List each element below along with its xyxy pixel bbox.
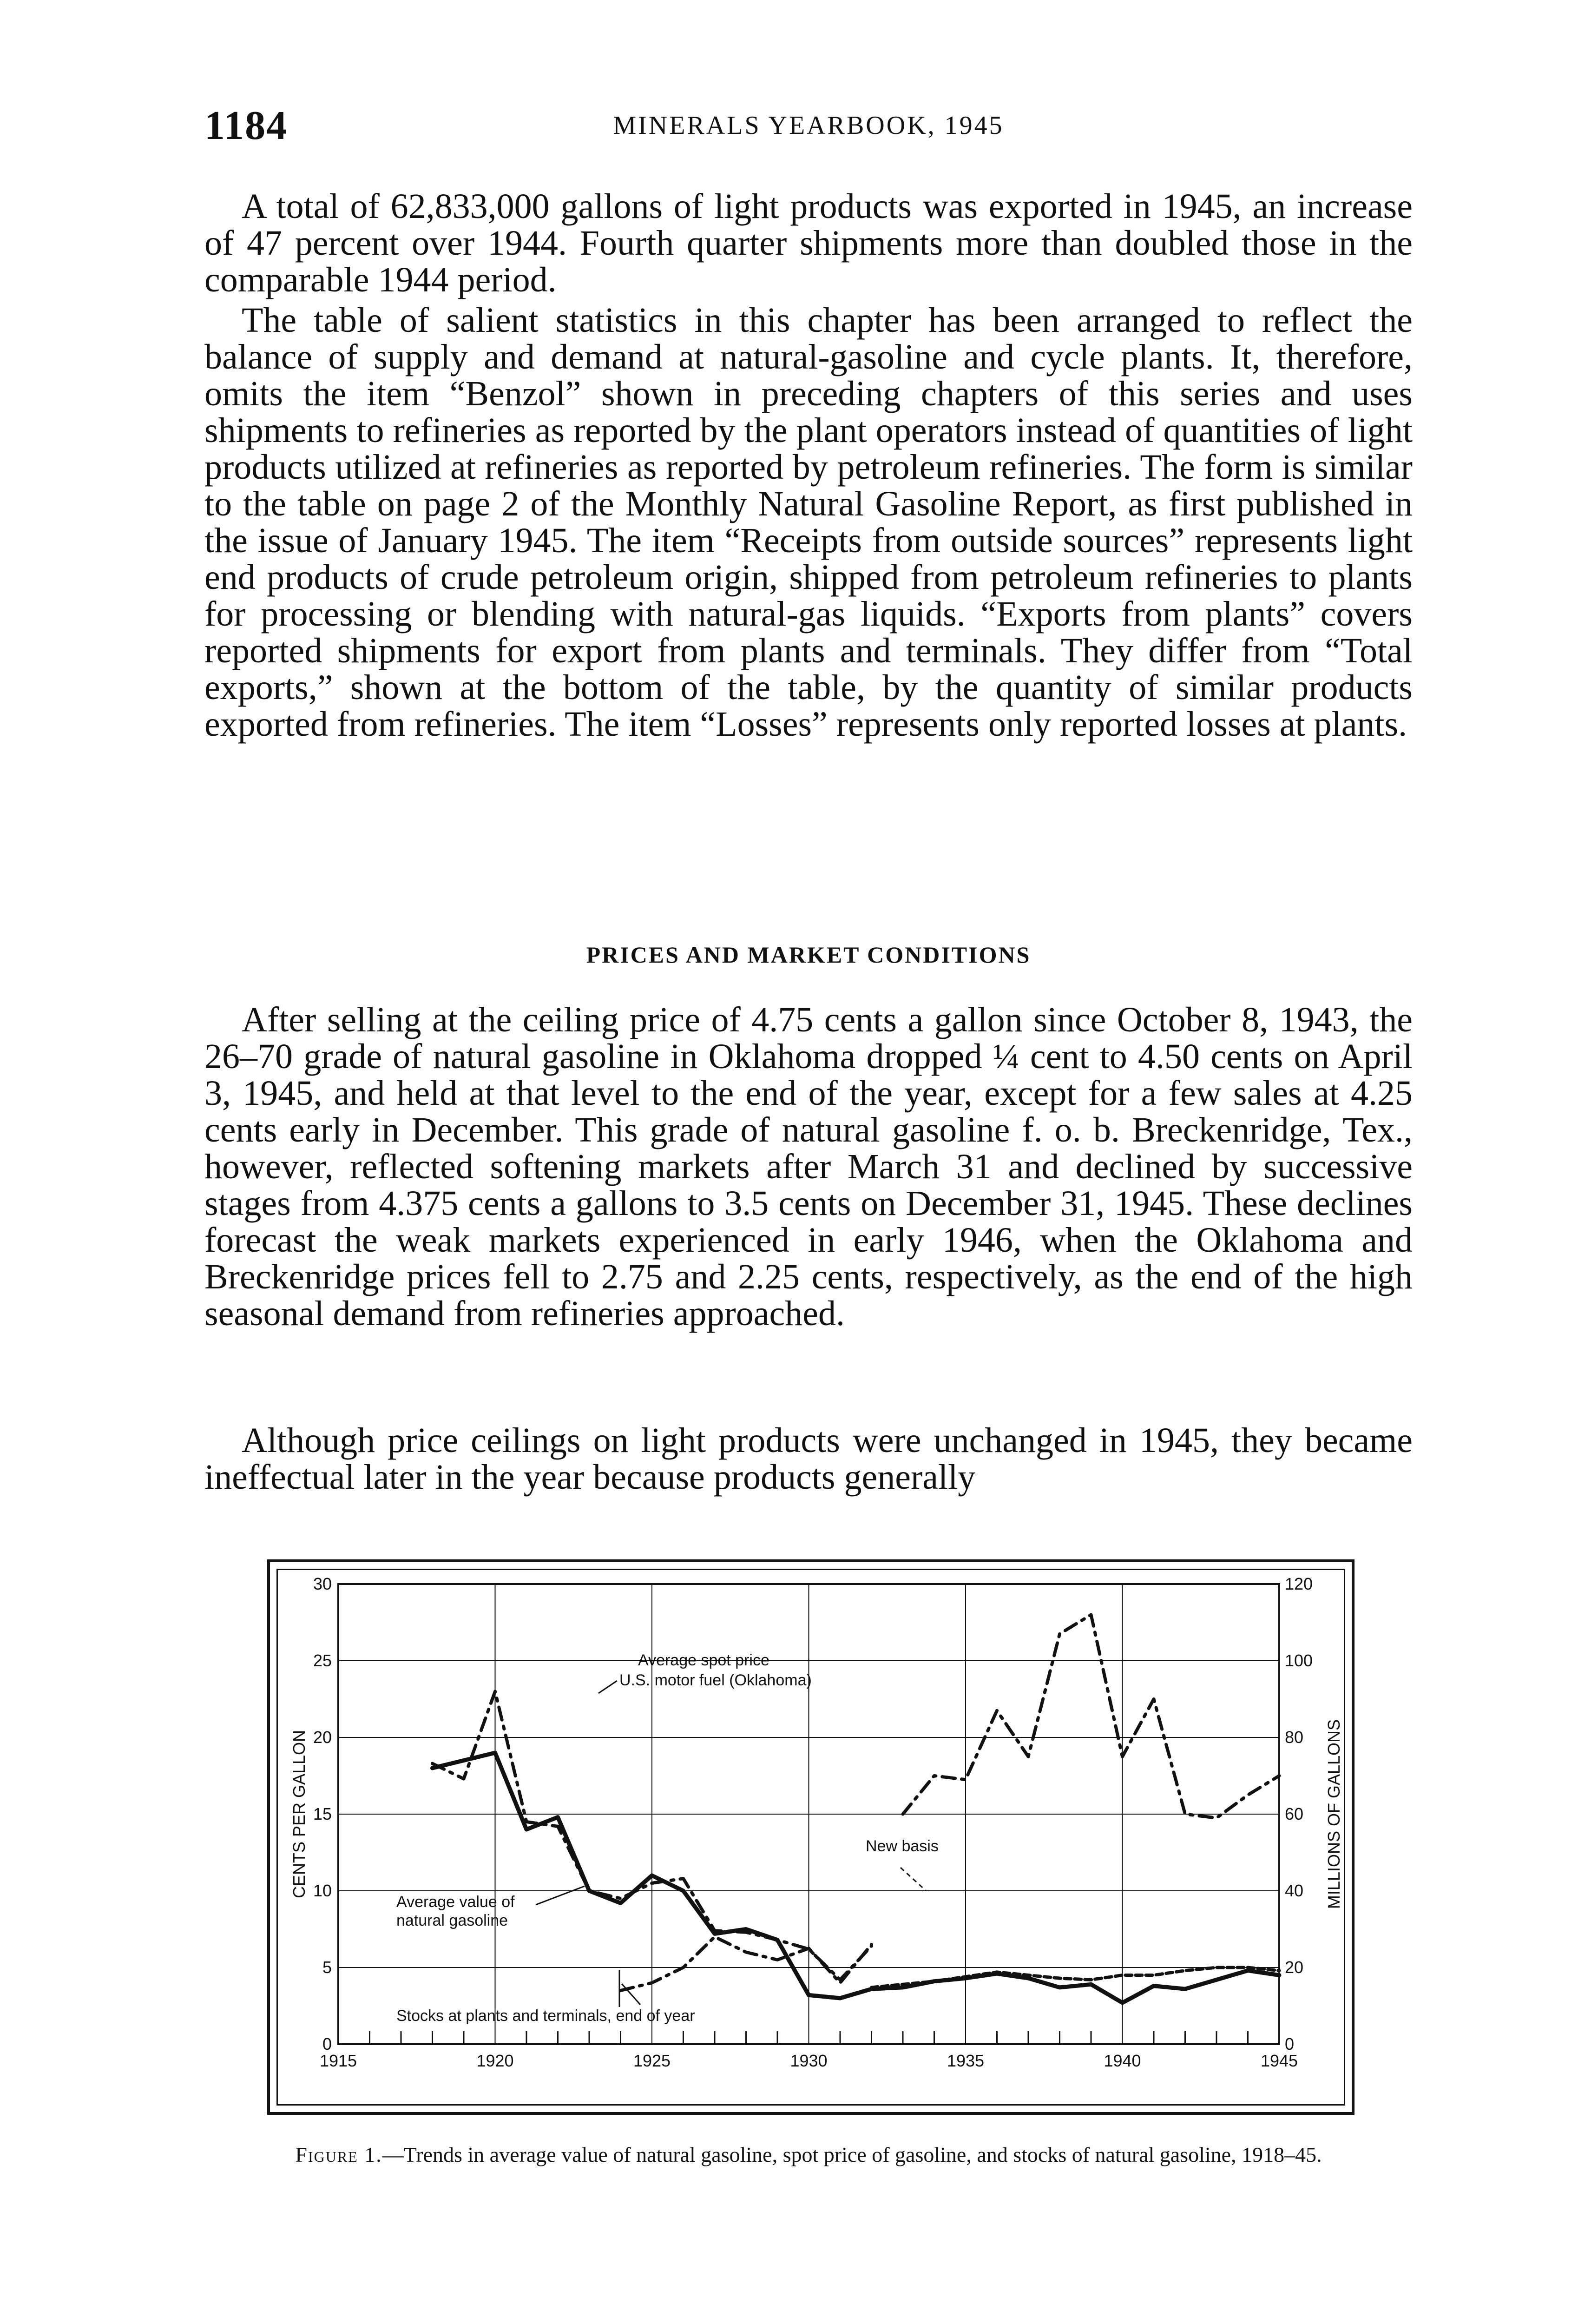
x-tick-label: 1945: [1260, 2051, 1298, 2070]
y2-tick-label: 120: [1285, 1574, 1313, 1593]
x-tick-label: 1925: [633, 2051, 671, 2070]
running-title: MINERALS YEARBOOK, 1945: [613, 111, 1004, 140]
trends-chart: [278, 1570, 1347, 2107]
x-tick-label: 1920: [476, 2051, 514, 2070]
annotation-spot-price-line2: U.S. motor fuel (Oklahoma): [619, 1671, 812, 1689]
y2-tick-label: 100: [1285, 1651, 1313, 1670]
y-tick-label: 25: [313, 1651, 332, 1670]
figure-caption: [204, 2143, 1413, 2167]
annotation-new-basis-leader: [901, 1868, 926, 1891]
annotation-natural-gasoline-line1: Average value of: [396, 1893, 515, 1911]
y2-tick-label: 0: [1285, 2034, 1295, 2053]
y-tick-label: 10: [313, 1881, 332, 1900]
y-tick-label: 20: [313, 1728, 332, 1747]
caption-text: —Trends in average value of natural gasoline, spot price of gasoline, and stocks of natural gasoline, 1918–45.: [382, 2143, 1322, 2166]
x-tick-label: 1935: [947, 2051, 985, 2070]
paragraph-prices: After selling at the ceiling price of 4.75 cents a gallon since October 8, 1943, the 26–70 grade of natural gasoline in Oklahoma dropped ¼ cent to 4.50 cents on April 3, 1945, and held at that level to the end of the year, except for a few sales at 4.25 cents early in December. This grade of natural gasoline f. o. b. Breckenridge, Tex., however, reflected softening markets after March 31 and declined by successive stages from 4.375 cents a gallons to 3.5 cents on December 31, 1945. These declines forecast the weak markets experienced in early 1946, when the Oklahoma and Breckenridge prices fell to 2.75 and 2.25 cents, respectively, as the end of the high seasonal demand from refineries approached.: [204, 1000, 1413, 1333]
series-line-stocks: [621, 1937, 872, 1991]
x-tick-label: 1940: [1104, 2051, 1141, 2070]
figure-inner-frame: [276, 1569, 1345, 2106]
annotation-natural-gasoline-leader: [536, 1886, 585, 1905]
annotation-new-basis: New basis: [866, 1837, 939, 1855]
page-number: 1184: [204, 103, 288, 148]
y-tick-label: 15: [313, 1804, 332, 1823]
y-tick-label: 30: [313, 1574, 332, 1593]
annotation-stocks: Stocks at plants and terminals, end of year: [396, 2007, 695, 2025]
y2-tick-label: 40: [1285, 1881, 1304, 1900]
figure-frame: [267, 1559, 1354, 2115]
paragraph-exports: A total of 62,833,000 gallons of light products was exported in 1945, an increase of 47 percent over 1944. Fourth quarter shipments more than doubled those in the comparable 1944 period.: [204, 187, 1413, 299]
y-tick-label: 0: [322, 2034, 332, 2053]
paragraph-salient-statistics: The table of salient statistics in this chapter has been arranged to reflect the balance of supply and demand at natural-gasoline and cycle plants. It, therefore, omits the item “Benzol” shown in preceding chapters of this series and uses shipments to refineries as reported by the plant operators instead of quantities of light products utilized at refineries as reported by petroleum refineries. The form is similar to the table on page 2 of the Monthly Natural Gasoline Report, as first published in the issue of January 1945. The item “Receipts from outside sources” represents light end products of crude petroleum origin, shipped from petroleum refineries to plants for processing or blending with natural-gas liquids. “Exports from plants” covers reported shipments for export from plants and terminals. They differ from “Total exports,” shown at the bottom of the table, by the quantity of similar products exported from refineries. The item “Losses” represents only reported losses at plants.: [204, 301, 1413, 744]
y-tick-label: 5: [322, 1958, 332, 1977]
chart-annotations: [396, 1651, 939, 2025]
caption-label: Figure 1.: [295, 2143, 382, 2166]
annotation-spot-price-leader: [598, 1681, 617, 1693]
y2-tick-label: 60: [1285, 1804, 1304, 1823]
x-tick-label: 1930: [790, 2051, 828, 2070]
y2-tick-label: 80: [1285, 1728, 1304, 1747]
series-line-stocks-new-basis: [903, 1615, 1279, 1818]
x-tick-label: 1915: [319, 2051, 357, 2070]
page-header: [204, 102, 1413, 158]
chart-series: [433, 1615, 1280, 2003]
y2-axis-label: MILLIONS OF GALLONS: [1324, 1719, 1343, 1909]
paragraph-price-ceilings: Although price ceilings on light products were unchanged in 1945, they became ineffectual later in the year because products generally: [204, 1421, 1413, 1497]
annotation-spot-price-line1: Average spot price: [638, 1651, 769, 1669]
section-heading: PRICES AND MARKET CONDITIONS: [586, 942, 1031, 968]
y-axis-label: CENTS PER GALLON: [289, 1730, 309, 1899]
y2-tick-label: 20: [1285, 1958, 1304, 1977]
annotation-natural-gasoline-line2: natural gasoline: [396, 1912, 508, 1929]
